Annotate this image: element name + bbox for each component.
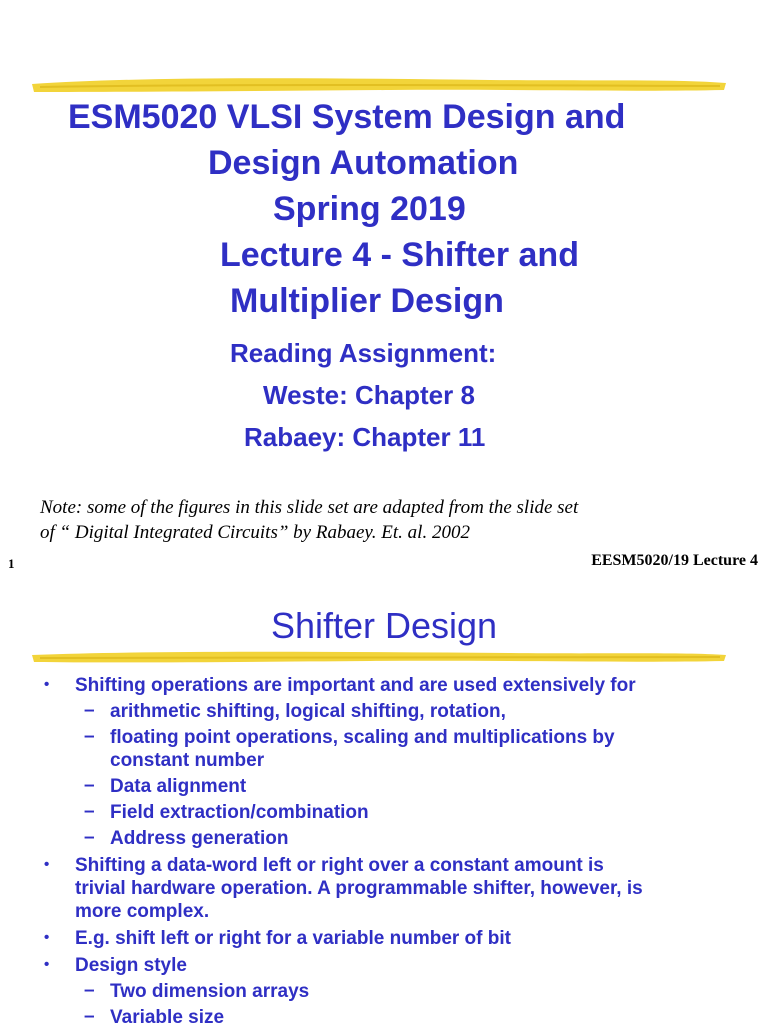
bullet-line: Field extraction/combination	[110, 802, 369, 823]
reading-line: Weste: Chapter 8	[263, 380, 475, 410]
bullet-line: arithmetic shifting, logical shifting, rotation,	[110, 701, 506, 722]
note-line: Note: some of the figures in this slide set are adapted from the slide set	[40, 497, 579, 518]
bullet-line: Variable size	[110, 1007, 225, 1028]
bullet-text	[110, 775, 768, 798]
reading-line: Rabaey: Chapter 11	[244, 422, 486, 452]
bullet-line: Design style	[75, 955, 187, 976]
attribution-note	[40, 495, 740, 545]
title-line: Multiplier Design	[230, 282, 504, 320]
bullet-text	[110, 980, 768, 1003]
bullet-line: more complex.	[75, 901, 210, 922]
bullet-item	[0, 954, 768, 977]
bullet-line: Shifting operations are important and are used extensively for	[75, 675, 636, 696]
dash-marker: –	[84, 827, 95, 848]
bullet-line: constant number	[110, 750, 265, 771]
slide-title	[0, 94, 768, 324]
bullet-item	[0, 674, 768, 697]
sub-bullet-item	[0, 726, 768, 772]
bullet-line: Data alignment	[110, 776, 247, 797]
dash-marker: –	[84, 980, 95, 1001]
bullet-marker: •	[44, 856, 50, 873]
slide-title: Shifter Design	[270, 605, 498, 646]
bullet-text	[110, 726, 768, 772]
bullet-marker: •	[44, 676, 50, 693]
bullet-marker: •	[44, 956, 50, 973]
bullet-line: Address generation	[110, 828, 289, 849]
bullet-text	[110, 700, 768, 723]
dash-marker: –	[84, 700, 95, 721]
bullet-text	[110, 801, 768, 824]
bullet-text	[75, 854, 768, 923]
title-line: ESM5020 VLSI System Design and	[68, 98, 626, 136]
note-line: of “ Digital Integrated Circuits” by Rabaey. Et. al. 2002	[40, 522, 470, 543]
sub-bullet-item	[0, 980, 768, 1003]
bullet-text	[75, 927, 768, 950]
bullet-text	[75, 674, 768, 697]
bullet-marker: •	[44, 929, 50, 946]
slide-number: 1	[8, 556, 15, 571]
bullet-list	[0, 670, 768, 1029]
sub-bullet-item	[0, 700, 768, 723]
bullet-line: E.g. shift left or right for a variable number of bit	[75, 928, 511, 949]
bullet-item	[0, 854, 768, 923]
dash-marker: –	[84, 726, 95, 747]
title-line: Spring 2019	[273, 190, 466, 228]
bullet-text	[75, 954, 768, 977]
bullet-line: floating point operations, scaling and multiplications by	[110, 727, 615, 748]
content-slide	[0, 582, 768, 1028]
title-line: Design Automation	[208, 144, 519, 182]
bullet-text	[110, 1006, 768, 1029]
dash-marker: –	[84, 801, 95, 822]
sub-bullet-item	[0, 827, 768, 850]
bullet-line: Two dimension arrays	[110, 981, 310, 1002]
dash-marker: –	[84, 1006, 95, 1027]
slide-footer: EESM5020/19 Lecture 4	[591, 552, 758, 569]
sub-bullet-item	[0, 1006, 768, 1029]
bullet-text	[110, 827, 768, 850]
title-line: Lecture 4 - Shifter and	[220, 236, 579, 274]
bullet-item	[0, 927, 768, 950]
reading-assignment	[0, 332, 768, 458]
sub-bullet-item	[0, 775, 768, 798]
sub-bullet-item	[0, 801, 768, 824]
bullet-line: Shifting a data-word left or right over a constant amount is	[75, 855, 604, 876]
dash-marker: –	[84, 775, 95, 796]
yellow-brush-stroke	[30, 646, 730, 668]
reading-line: Reading Assignment:	[230, 338, 497, 368]
bullet-line: trivial hardware operation. A programmable shifter, however, is	[75, 878, 643, 899]
